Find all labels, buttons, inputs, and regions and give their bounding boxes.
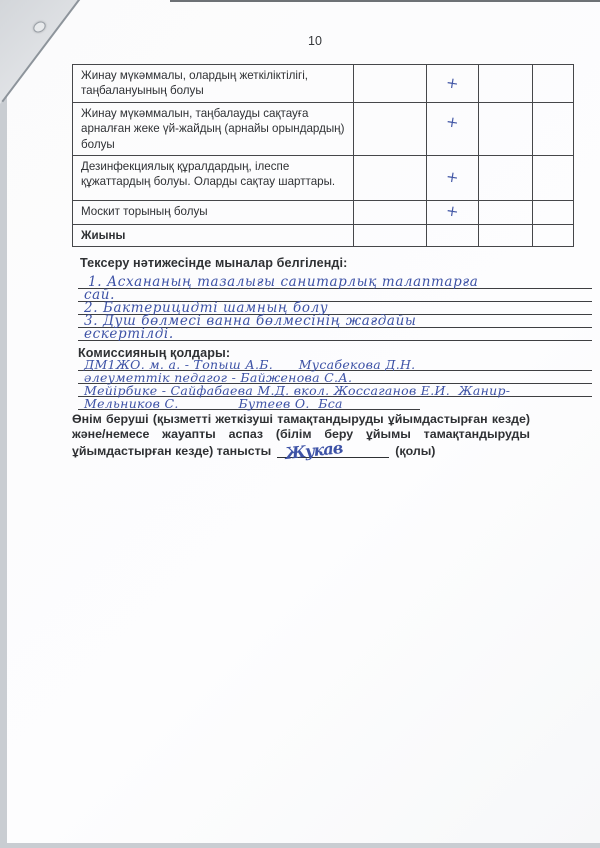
table-row: [73, 65, 574, 103]
commission-heading: Комиссияның қолдары:: [78, 346, 231, 360]
mark-cell: [533, 200, 574, 224]
footer-line: Өнім беруші (қызметті жеткізуші тамақтандыруды ұйымдастырған кезде): [72, 412, 530, 426]
mark-cell: [479, 224, 533, 246]
mark-cell: [354, 200, 427, 224]
handwritten-finding: 2. Бактерицидті шамның болу: [84, 300, 329, 316]
mark-cell: [533, 155, 574, 200]
footer-line: [72, 437, 530, 463]
table-row: [73, 200, 574, 224]
row-label: Москит торының болуы: [73, 200, 354, 224]
mark-cell: [427, 65, 479, 103]
signature-blank: [277, 437, 389, 463]
mark-cell: [354, 65, 427, 103]
mark-cell: [354, 155, 427, 200]
handwritten-signature: ДМ1ЖО. м. а. - Топыш А.Б. Мусабекова Д.Н.: [84, 357, 416, 372]
mark-cell: [427, 155, 479, 200]
handwritten-finding: 1. Асхананың тазалығы санитарлық талаптарға: [88, 274, 479, 290]
table-row: [73, 155, 574, 200]
table-row: [73, 103, 574, 156]
mark-cell: [427, 224, 479, 246]
handwritten-finding: ескертілді.: [84, 326, 174, 342]
row-label: Жинау мүкәммалын, таңбалауды сақтауға арналған жеке үй-жайдың (арнайы орындардың) болуы: [73, 103, 354, 156]
mark-cell: [479, 103, 533, 156]
handwritten-signature: әлеуметтік педагог - Байженова С.А.: [84, 370, 353, 385]
footer-line-suffix: (қолы): [395, 443, 436, 458]
handwritten-plus-mark: +: [445, 167, 461, 187]
table-row-total: [73, 224, 574, 246]
ruled-line: [78, 323, 592, 341]
handwritten-finding: сай.: [84, 287, 115, 303]
footer-paragraph: [72, 412, 530, 463]
row-label: Дезинфекциялық құралдардың, ілеспе құжаттардың болуы. Оларды сақтау шарттары.: [73, 155, 354, 200]
mark-cell: [354, 103, 427, 156]
footer-line: және/немесе жауапты аспаз (білім беру ұйымы тамақтандыруды: [72, 426, 530, 441]
mark-cell: [479, 65, 533, 103]
mark-cell: [533, 103, 574, 156]
mark-cell: [479, 155, 533, 200]
handwritten-plus-mark: +: [445, 201, 461, 222]
handwritten-finding: 3. Душ бөлмесі ванна бөлмесінің жағдайы: [84, 313, 417, 329]
page-number: 10: [308, 34, 322, 48]
ruled-line: [78, 392, 420, 410]
mark-cell: [533, 224, 574, 246]
mark-cell: [533, 65, 574, 103]
handwritten-plus-mark: +: [445, 112, 461, 132]
findings-heading: Тексеру нәтижесінде мыналар белгіленді:: [80, 256, 348, 270]
mark-cell: [427, 103, 479, 156]
mark-cell: [479, 200, 533, 224]
row-label: Жинау мүкәммалы, олардың жеткіліктілігі, таңбалануының болуы: [73, 65, 354, 103]
handwritten-plus-mark: +: [445, 72, 461, 93]
row-label: Жиыны: [73, 224, 354, 246]
handwritten-signature: Жукав: [284, 437, 344, 463]
footer-line-prefix: ұйымдастырған кезде) танысты: [72, 443, 272, 458]
handwritten-signature: Мейірбике - Сайфабаева М.Д. вкол. Жоссаганов Е.И. Жанир-: [84, 383, 511, 398]
mark-cell: [354, 224, 427, 246]
mark-cell: [427, 200, 479, 224]
handwritten-signature: Мельников С. Бутеев О. Бса: [84, 396, 343, 411]
scan-top-edge: [170, 0, 600, 2]
inspection-table: [72, 64, 574, 247]
